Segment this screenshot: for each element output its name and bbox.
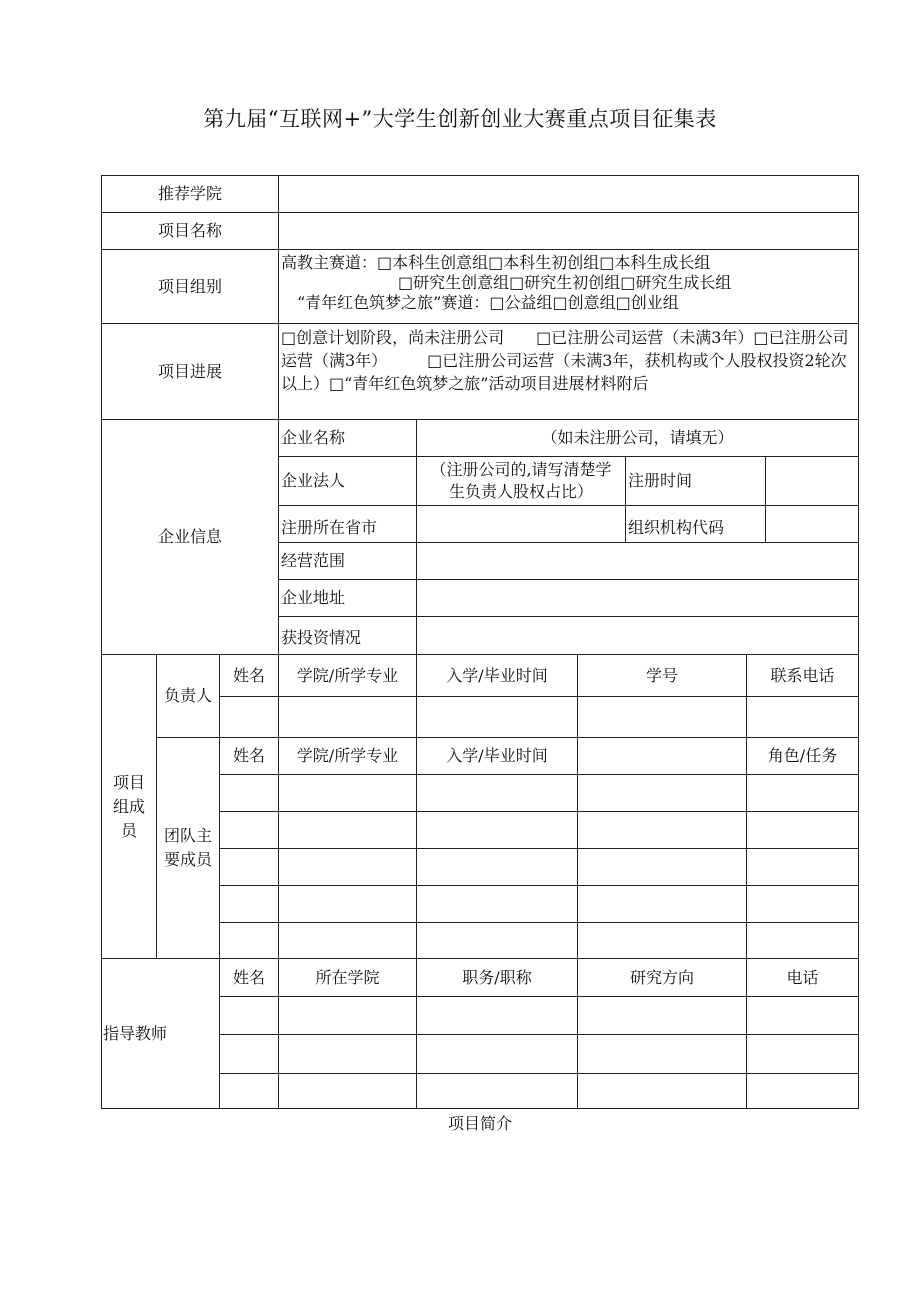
- team-cell[interactable]: [746, 848, 859, 886]
- team-cell[interactable]: [278, 922, 417, 959]
- advisor-label: 指导教师: [101, 958, 220, 1109]
- team-cell[interactable]: [746, 885, 859, 923]
- advisor-cell[interactable]: [416, 1073, 578, 1109]
- team-cell[interactable]: [577, 922, 747, 959]
- team-header-blank: [577, 737, 747, 775]
- advisor-cell[interactable]: [577, 996, 747, 1035]
- advisor-cell[interactable]: [746, 996, 859, 1035]
- team-cell[interactable]: [219, 811, 279, 849]
- advisor-header-name: 姓名: [219, 958, 279, 997]
- advisor-cell[interactable]: [746, 1073, 859, 1109]
- org-code-field[interactable]: [765, 505, 859, 543]
- progress-text: □创意计划阶段，尚未注册公司 □已注册公司运营（未满3年）□已注册公司运营（满3年） □已注册公司运营（未满3年，获机构或个人股权投资2轮次以上）□“青年红色筑梦之旅”活动项目进展材料附后: [281, 328, 849, 393]
- advisor-cell[interactable]: [577, 1034, 747, 1074]
- advisor-header-phone: 电话: [746, 958, 859, 997]
- team-cell[interactable]: [577, 811, 747, 849]
- team-cell[interactable]: [219, 922, 279, 959]
- team-cell[interactable]: [746, 811, 859, 849]
- enterprise-label: 企业信息: [101, 419, 279, 655]
- leader-header-name: 姓名: [219, 654, 279, 697]
- advisor-cell[interactable]: [219, 996, 279, 1035]
- team-cell[interactable]: [577, 774, 747, 812]
- leader-cell[interactable]: [219, 696, 279, 738]
- project-name-label: 项目名称: [101, 212, 279, 250]
- team-cell[interactable]: [219, 774, 279, 812]
- team-cell[interactable]: [219, 885, 279, 923]
- advisor-cell[interactable]: [219, 1073, 279, 1109]
- business-scope-field[interactable]: [416, 542, 859, 580]
- group-label: 项目组别: [101, 249, 279, 324]
- team-header-name: 姓名: [219, 737, 279, 775]
- leader-cell[interactable]: [278, 696, 417, 738]
- leader-label: 负责人: [156, 654, 220, 738]
- legal-person-label: 企业法人: [278, 456, 417, 506]
- legal-person-field[interactable]: （注册公司的,请写清楚学生负责人股权占比）: [416, 456, 626, 506]
- enterprise-name-field[interactable]: （如未注册公司，请填无）: [416, 419, 859, 457]
- leader-header-id: 学号: [577, 654, 747, 697]
- leader-header-major: 学院/所学专业: [278, 654, 417, 697]
- team-cell[interactable]: [746, 922, 859, 959]
- college-label: 推荐学院: [101, 175, 279, 213]
- project-intro-heading: 项目简介: [447, 1114, 512, 1133]
- project-name-field[interactable]: [278, 212, 859, 250]
- leader-cell[interactable]: [416, 696, 578, 738]
- team-cell[interactable]: [219, 848, 279, 886]
- team-cell[interactable]: [416, 811, 578, 849]
- team-cell[interactable]: [416, 774, 578, 812]
- group-line-graduate: □研究生创意组□研究生初创组□研究生成长组: [398, 273, 732, 292]
- advisor-cell[interactable]: [577, 1073, 747, 1109]
- advisor-cell[interactable]: [416, 996, 578, 1035]
- business-scope-label: 经营范围: [278, 542, 417, 580]
- advisor-cell[interactable]: [746, 1034, 859, 1074]
- leader-header-phone: 联系电话: [746, 654, 859, 697]
- advisor-cell[interactable]: [278, 1073, 417, 1109]
- members-label: 项目组成员: [101, 654, 157, 959]
- team-header-role: 角色/任务: [746, 737, 859, 775]
- page-title: 第九届“互联网+”大学生创新创业大赛重点项目征集表: [203, 107, 717, 131]
- group-options[interactable]: [278, 249, 859, 324]
- team-cell[interactable]: [746, 774, 859, 812]
- team-header-major: 学院/所学专业: [278, 737, 417, 775]
- advisor-cell[interactable]: [278, 996, 417, 1035]
- enterprise-name-label: 企业名称: [278, 419, 417, 457]
- group-line-main: 高教主赛道：□本科生创意组□本科生初创组□本科生成长组: [281, 253, 711, 272]
- reg-time-label: 注册时间: [625, 456, 766, 506]
- advisor-header-research: 研究方向: [577, 958, 747, 997]
- team-cell[interactable]: [577, 848, 747, 886]
- team-cell[interactable]: [278, 885, 417, 923]
- investment-label: 获投资情况: [278, 616, 417, 655]
- team-cell[interactable]: [278, 848, 417, 886]
- advisor-cell[interactable]: [219, 1034, 279, 1074]
- college-field[interactable]: [278, 175, 859, 213]
- team-cell[interactable]: [416, 848, 578, 886]
- leader-header-time: 入学/毕业时间: [416, 654, 578, 697]
- advisor-cell[interactable]: [278, 1034, 417, 1074]
- investment-field[interactable]: [416, 616, 859, 655]
- team-cell[interactable]: [416, 885, 578, 923]
- team-header-time: 入学/毕业时间: [416, 737, 578, 775]
- progress-options[interactable]: [278, 323, 859, 420]
- reg-location-label: 注册所在省市: [278, 505, 417, 543]
- progress-label: 项目进展: [101, 323, 279, 420]
- team-cell[interactable]: [577, 885, 747, 923]
- advisor-header-college: 所在学院: [278, 958, 417, 997]
- team-label: 团队主要成员: [156, 737, 220, 959]
- group-line-red: “青年红色筑梦之旅”赛道：□公益组□创意组□创业组: [297, 293, 679, 312]
- advisor-cell[interactable]: [416, 1034, 578, 1074]
- reg-time-field[interactable]: [765, 456, 859, 506]
- advisor-header-title: 职务/职称: [416, 958, 578, 997]
- application-form: [101, 175, 859, 1109]
- address-field[interactable]: [416, 579, 859, 617]
- team-cell[interactable]: [278, 811, 417, 849]
- org-code-label: 组织机构代码: [625, 505, 766, 543]
- leader-cell[interactable]: [746, 696, 859, 738]
- leader-cell[interactable]: [577, 696, 747, 738]
- team-cell[interactable]: [416, 922, 578, 959]
- address-label: 企业地址: [278, 579, 417, 617]
- reg-location-field[interactable]: [416, 505, 626, 543]
- team-cell[interactable]: [278, 774, 417, 812]
